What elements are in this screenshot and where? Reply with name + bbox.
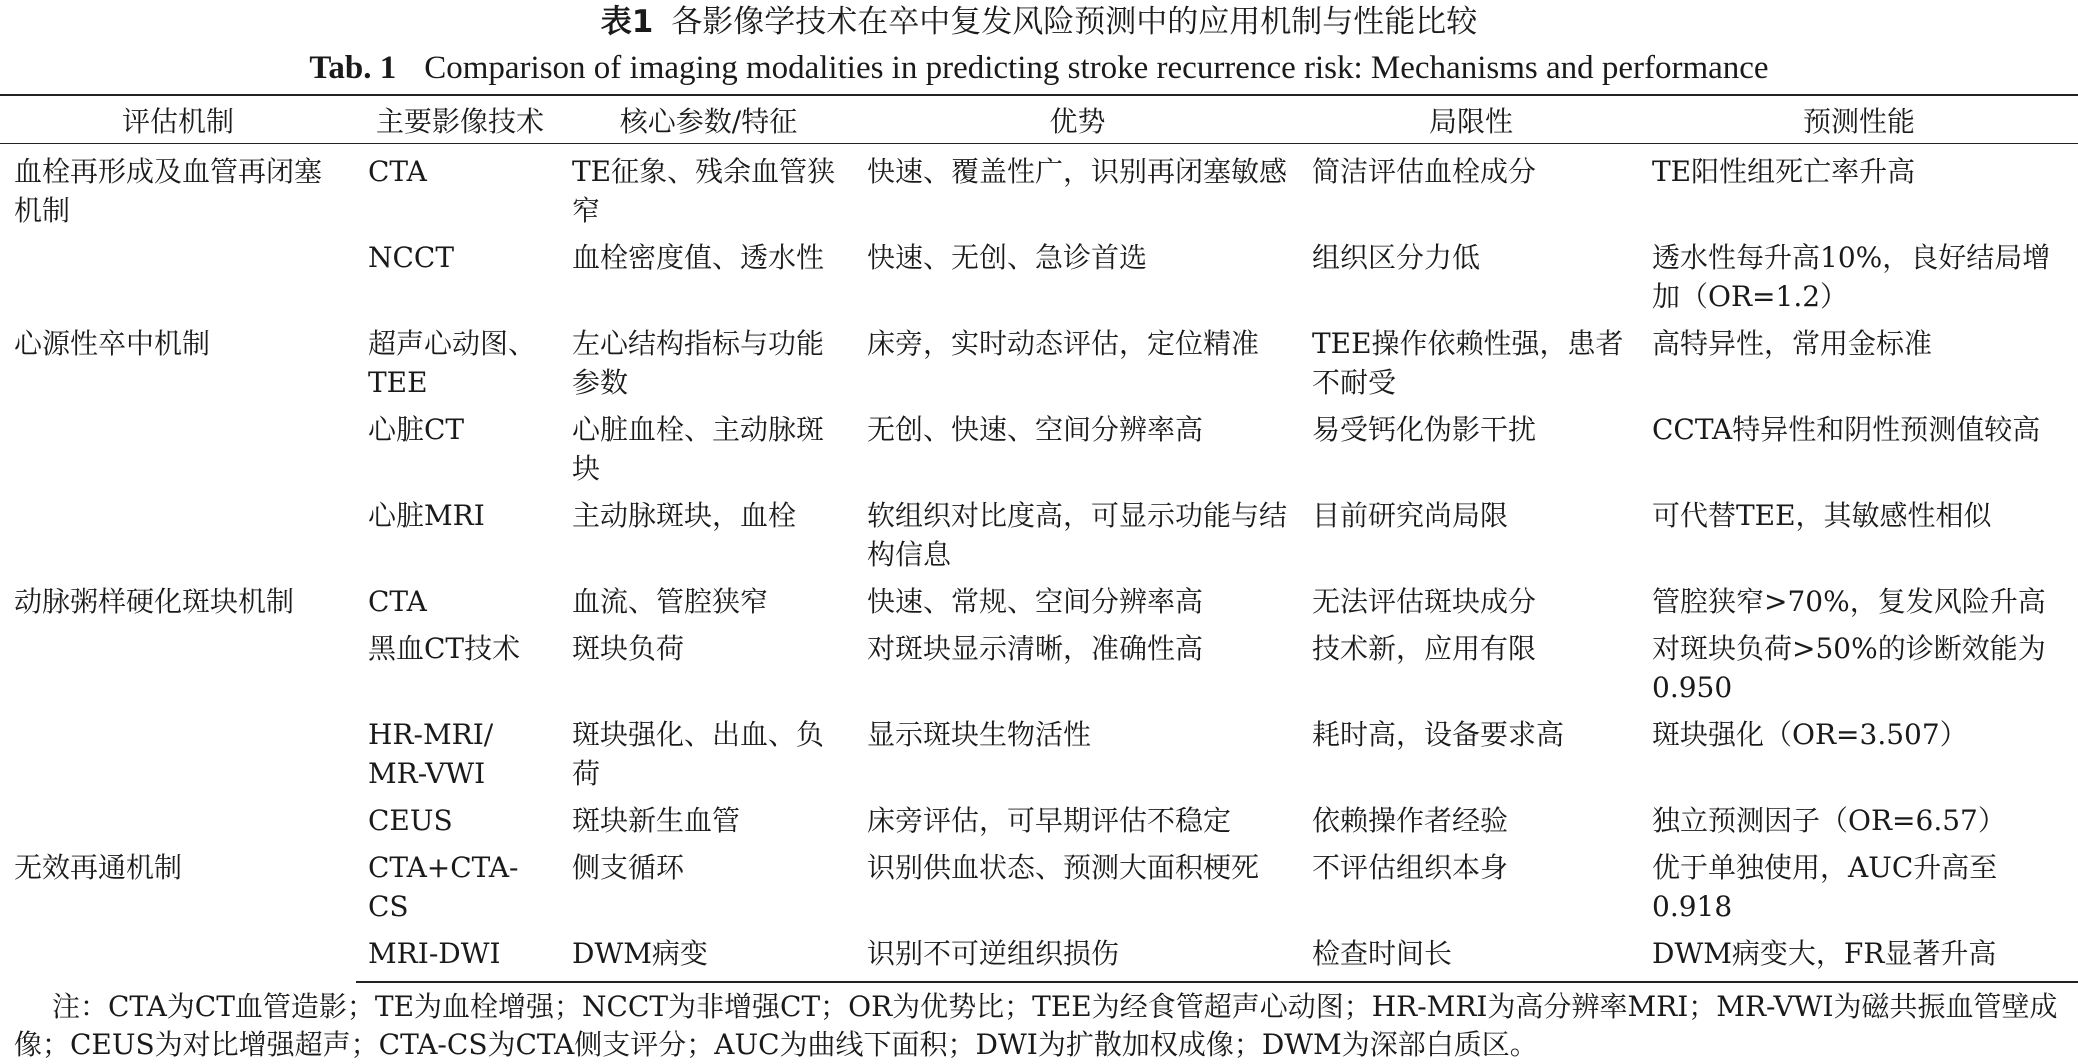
mechanism-cell: 动脉粥样硬化斑块机制	[14, 585, 295, 618]
limitation-cell: 技术新，应用有限	[1312, 632, 1537, 665]
mechanism-cell: 心源性卒中机制	[14, 327, 211, 360]
table-row	[0, 846, 2078, 932]
performance-cell: DWM病变大，FR显著升高	[1640, 932, 2078, 982]
mechanism-cell: 血栓再形成及血管再闭塞机制	[14, 155, 323, 227]
performance-cell: 透水性每升高10%，良好结局增加（OR=1.2）	[1652, 241, 2051, 313]
performance-cell: CCTA特异性和阴性预测值较高	[1652, 413, 2041, 446]
performance-cell: 可代替TEE，其敏感性相似	[1652, 499, 1992, 532]
column-header: 局限性	[1302, 95, 1640, 144]
table-title-en-text: Comparison of imaging modalities in predicting stroke recurrence risk: Mechanisms and performance	[424, 50, 1769, 86]
parameter-cell: 左心结构指标与功能参数	[572, 327, 825, 399]
modality-cell: 心脏CT	[368, 413, 465, 446]
column-header: 预测性能	[1640, 95, 2078, 144]
limitation-cell: 检查时间长	[1302, 932, 1640, 982]
advantage-cell: 识别不可逆组织损伤	[853, 932, 1302, 982]
modality-cell: HR-MRI/ MR-VWI	[368, 718, 494, 790]
table-row	[0, 322, 2078, 408]
advantage-cell: 对斑块显示清晰，准确性高	[867, 632, 1204, 665]
modality-cell: MRI-DWI	[356, 932, 564, 982]
parameter-cell: 斑块负荷	[572, 632, 685, 665]
performance-cell: 高特异性，常用金标准	[1652, 327, 1933, 360]
table-title-cn	[0, 0, 2078, 44]
table-title-cn-text: 各影像学技术在卒中复发风险预测中的应用机制与性能比较	[671, 4, 1478, 40]
column-header: 评估机制	[0, 95, 356, 144]
limitation-cell: 简洁评估血栓成分	[1312, 155, 1537, 188]
modality-cell: 超声心动图、TEE	[368, 327, 537, 399]
limitation-cell: 目前研究尚局限	[1312, 499, 1509, 532]
mechanism-cell: 无效再通机制	[14, 851, 183, 884]
limitation-cell: 耗时高，设备要求高	[1312, 718, 1565, 751]
table-footnote: 注：CTA为CT血管造影；TE为血栓增强；NCCT为非增强CT；OR为优势比；TEE为经食管超声心动图；HR-MRI为高分辨率MRI；MR-VWI为磁共振血管壁成像；CEUS为对比增强超声；CTA-CS为CTA侧支评分；AUC为曲线下面积；DWI为扩散加权成像；DWM为深部白质区。	[14, 990, 2058, 1061]
performance-cell: 斑块强化（OR=3.507）	[1652, 718, 1968, 751]
table-row	[0, 144, 2078, 237]
table-header-row	[0, 95, 2078, 144]
performance-cell: 独立预测因子（OR=6.57）	[1652, 804, 2006, 837]
advantage-cell: 无创、快速、空间分辨率高	[867, 413, 1204, 446]
column-header: 核心参数/特征	[564, 95, 853, 144]
table-number-en: Tab. 1	[309, 50, 397, 86]
modality-cell: 心脏MRI	[368, 499, 485, 532]
table-number-cn: 表1	[600, 4, 654, 40]
performance-cell: 优于单独使用，AUC升高至0.918	[1652, 851, 1998, 923]
parameter-cell: 主动脉斑块，血栓	[572, 499, 797, 532]
table-title-en	[0, 46, 2078, 90]
modality-cell: 黑血CT技术	[368, 632, 521, 665]
column-header: 优势	[853, 95, 1302, 144]
parameter-cell: TE征象、残余血管狭窄	[572, 155, 836, 227]
advantage-cell: 床旁评估，可早期评估不稳定	[867, 804, 1232, 837]
limitation-cell: 依赖操作者经验	[1312, 804, 1509, 837]
limitation-cell: 易受钙化伪影干扰	[1312, 413, 1537, 446]
modality-cell: CTA	[368, 585, 427, 618]
table-body	[0, 144, 2078, 983]
performance-cell: 对斑块负荷>50%的诊断效能为0.950	[1652, 632, 2046, 704]
limitation-cell: 组织区分力低	[1312, 241, 1481, 274]
advantage-cell: 快速、覆盖性广，识别再闭塞敏感	[867, 155, 1288, 188]
performance-cell: 管腔狭窄>70%，复发风险升高	[1652, 585, 2046, 618]
modality-cell: NCCT	[368, 241, 455, 274]
advantage-cell: 床旁，实时动态评估，定位精准	[867, 327, 1260, 360]
limitation-cell: 不评估组织本身	[1312, 851, 1509, 884]
performance-cell: TE阳性组死亡率升高	[1652, 155, 1916, 188]
column-header: 主要影像技术	[356, 95, 564, 144]
advantage-cell: 识别供血状态、预测大面积梗死	[867, 851, 1260, 884]
limitation-cell: TEE操作依赖性强，患者不耐受	[1312, 327, 1624, 399]
parameter-cell: 斑块强化、出血、负荷	[572, 718, 825, 790]
comparison-table	[0, 94, 2078, 983]
advantage-cell: 快速、无创、急诊首选	[867, 241, 1148, 274]
advantage-cell: 显示斑块生物活性	[867, 718, 1092, 751]
modality-cell: CTA+CTA-CS	[368, 851, 519, 923]
modality-cell: CEUS	[368, 804, 453, 837]
parameter-cell: 斑块新生血管	[572, 804, 741, 837]
parameter-cell: DWM病变	[564, 932, 853, 982]
table-row	[0, 580, 2078, 627]
modality-cell: CTA	[368, 155, 427, 188]
limitation-cell: 无法评估斑块成分	[1312, 585, 1537, 618]
advantage-cell: 软组织对比度高，可显示功能与结构信息	[867, 499, 1288, 571]
parameter-cell: 血栓密度值、透水性	[572, 241, 825, 274]
parameter-cell: 血流、管腔狭窄	[572, 585, 769, 618]
parameter-cell: 心脏血栓、主动脉斑块	[572, 413, 825, 485]
advantage-cell: 快速、常规、空间分辨率高	[867, 585, 1204, 618]
parameter-cell: 侧支循环	[572, 851, 685, 884]
